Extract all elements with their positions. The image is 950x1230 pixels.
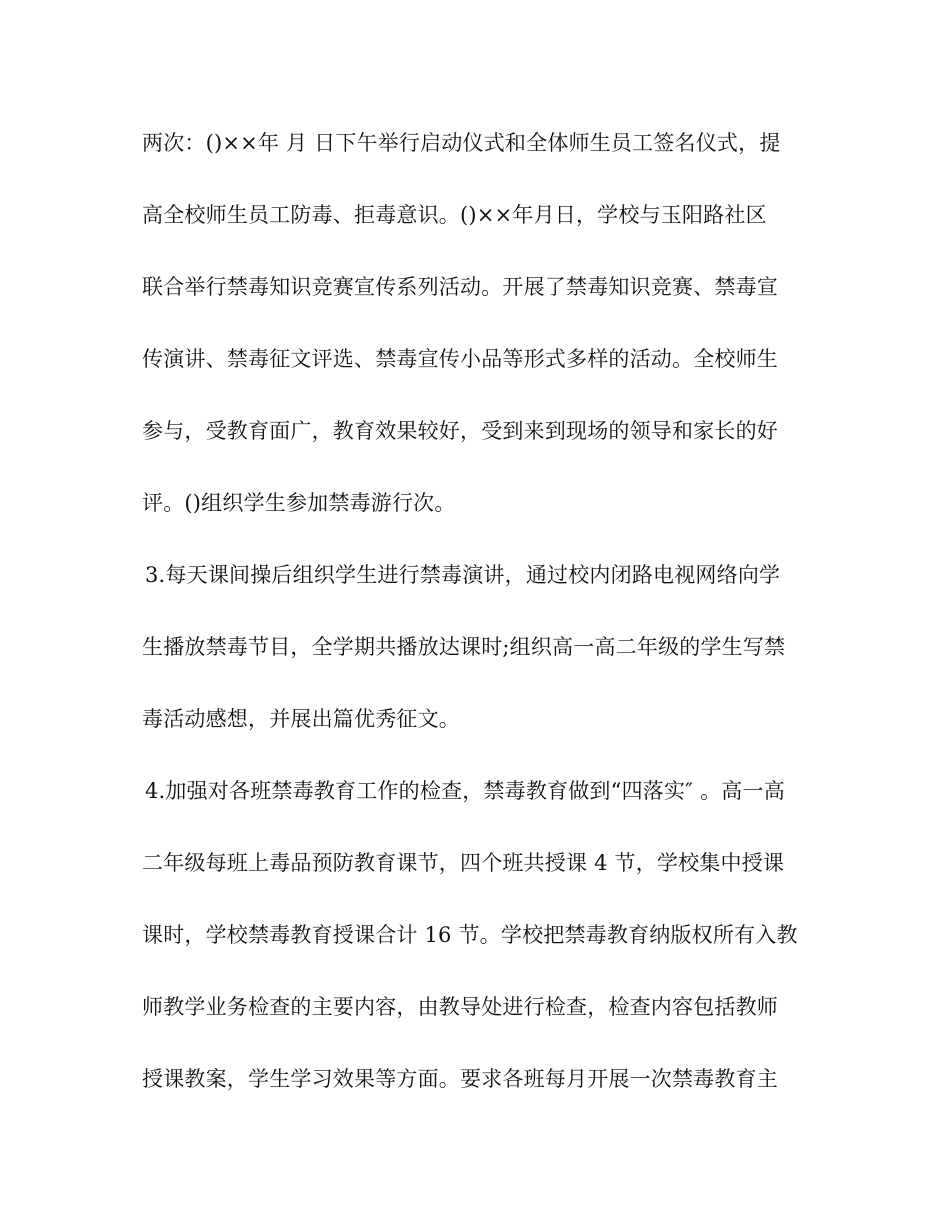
paragraph-line: 3.每天课间操后组织学生进行禁毒演讲，通过校内闭路电视网络向学	[145, 563, 781, 587]
paragraph-line: 评。()组织学生参加禁毒游行次。	[142, 491, 456, 515]
paragraph-line: 二年级每班上毒品预防教育课节，四个班共授课 4 节，学校集中授课	[142, 851, 785, 875]
paragraph-line: 传演讲、禁毒征文评选、禁毒宣传小品等形式多样的活动。全校师生	[142, 347, 778, 371]
paragraph-line: 师教学业务检查的主要内容，由教导处进行检查，检查内容包括教师	[142, 995, 778, 1019]
paragraph-line: 联合举行禁毒知识竞赛宣传系列活动。开展了禁毒知识竞赛、禁毒宣	[142, 275, 778, 299]
paragraph-line: 课时，学校禁毒教育授课合计 16 节。学校把禁毒教育纳版权所有入教	[142, 923, 798, 947]
paragraph-line: 授课教案，学生学习效果等方面。要求各班每月开展一次禁毒教育主	[142, 1067, 778, 1091]
paragraph-line: 两次：()××年 月 日下午举行启动仪式和全体师生员工签名仪式，提	[142, 131, 781, 155]
paragraph-line: 毒活动感想，并展出篇优秀征文。	[142, 707, 460, 731]
paragraph-line: 高全校师生员工防毒、拒毒意识。()××年月日，学校与玉阳路社区	[142, 203, 767, 227]
paragraph-line: 4.加强对各班禁毒教育工作的检查，禁毒教育做到“四落实″ 。高一高	[145, 779, 785, 803]
paragraph-line: 生播放禁毒节目，全学期共播放达课时;组织高一高二年级的学生写禁	[142, 635, 786, 659]
paragraph-line: 参与，受教育面广，教育效果较好，受到来到现场的领导和家长的好	[142, 419, 778, 443]
